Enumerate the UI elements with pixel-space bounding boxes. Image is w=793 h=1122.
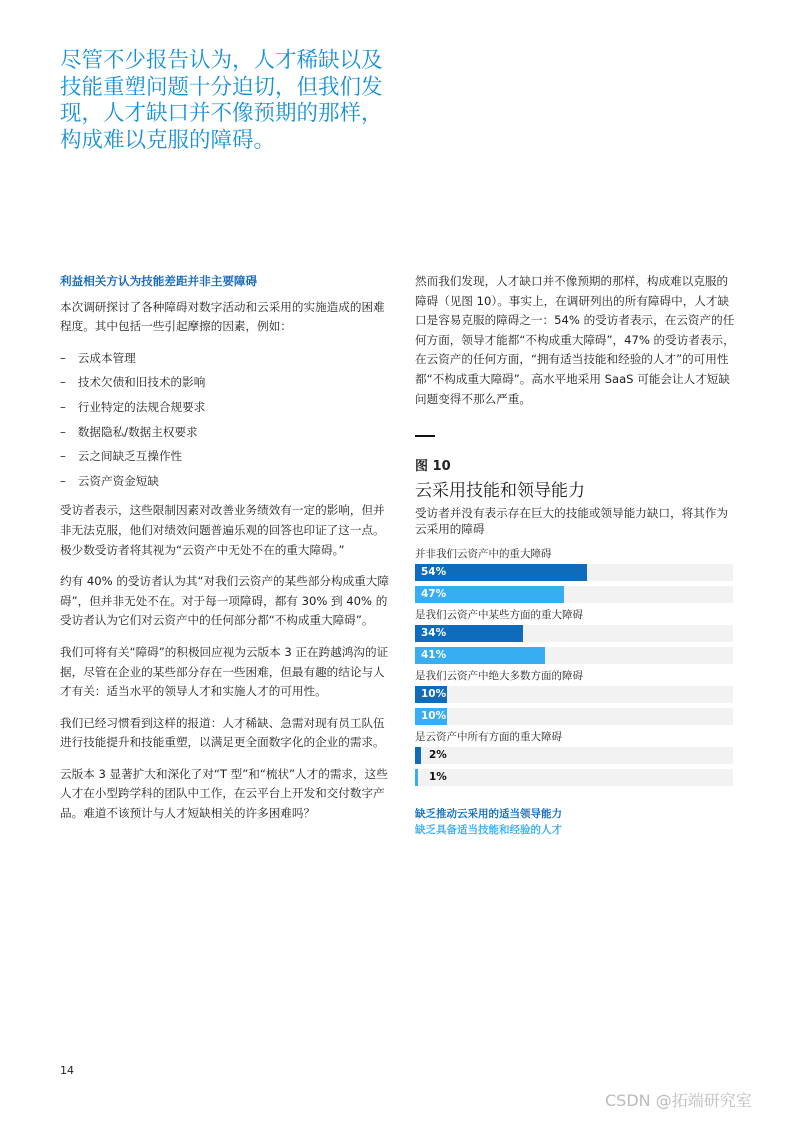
figure-label: 图 10 (415, 459, 451, 475)
pull-quote-headline: 尽管不少报告认为，人才稀缺以及技能重塑问题十分迫切，但我们发现，人才缺口并不像预期的那样，构成难以克服的障碍。 (60, 48, 383, 153)
bar (415, 747, 421, 764)
category-label: 是我们云资产中某些方面的重大障碍 (415, 608, 583, 621)
data-label: 54% (421, 565, 447, 578)
bar-track (415, 647, 733, 664)
category-label: 是云资产中所有方面的重大障碍 (415, 730, 562, 743)
data-label: 41% (421, 648, 447, 661)
intro-paragraph: 本次调研探讨了各种障碍对数字活动和云采用的实施造成的困难程度。其中包括一些引起摩擦的因素，例如： (60, 299, 385, 334)
list-item: – 云资产资金短缺 (60, 472, 396, 492)
list-item: – 行业特定的法规合规要求 (60, 398, 396, 418)
list-item: – 云之间缺乏互操作性 (60, 447, 396, 467)
barrier-list (60, 349, 396, 492)
figure-title: 云采用技能和领导能力 (415, 480, 585, 501)
page-number: 14 (60, 1064, 74, 1077)
category-label: 并非我们云资产中的重大障碍 (415, 547, 552, 560)
list-item: – 技术欠债和旧技术的影响 (60, 373, 396, 393)
bar-track (415, 625, 733, 642)
right-column (415, 272, 737, 838)
list-item: – 云成本管理 (60, 349, 396, 369)
bar-track (415, 747, 733, 764)
body-paragraph: 我们已经习惯看到这样的报道：人才稀缺、急需对现有员工队伍进行技能提升和技能重塑，以满足更全面数字化的企业的需求。 (60, 715, 385, 750)
bar (415, 769, 418, 786)
data-label: 10% (421, 709, 447, 722)
watermark: CSDN @拓端研究室 (605, 1091, 752, 1110)
list-item: – 数据隐私/数据主权要求 (60, 423, 396, 443)
section-title: 利益相关方认为技能差距并非主要障碍 (60, 274, 258, 288)
data-label: 34% (421, 626, 447, 639)
figure-divider (415, 435, 435, 437)
left-column (60, 272, 396, 836)
category-label: 是我们云资产中绝大多数方面的障碍 (415, 669, 583, 682)
legend-item-leadership: 缺乏推动云采用的适当领导能力 (415, 807, 562, 820)
data-label: 10% (421, 687, 447, 700)
chart-legend (415, 806, 737, 838)
data-label: 47% (421, 587, 447, 600)
bar-track (415, 564, 733, 581)
bar-track (415, 708, 733, 725)
bar-track (415, 686, 733, 703)
legend-item-talent: 缺乏具备适当技能和经验的人才 (415, 823, 562, 836)
data-label: 1% (429, 770, 447, 783)
body-paragraph: 然而我们发现，人才缺口并不像预期的那样，构成难以克服的障碍（见图 10）。事实上，在调研列出的所有障碍中，人才缺口是容易克服的障碍之一：54% 的受访者表示，在云资产的任何方面，领导才能都“不构成重大障碍”，47% 的受访者表示，在云资产的任何方面，“拥有适当技能和经验的人才”的可用性都“不构成重大障碍”。高水平地采用 SaaS 可能会让人才短缺问题变得不那么严重。 (415, 274, 735, 406)
figure-subtitle: 受访者并没有表示存在巨大的技能或领导能力缺口，将其作为云采用的障碍 (415, 505, 729, 536)
bar-chart (415, 547, 737, 786)
body-paragraph: 我们可将有关“障碍”的积极回应视为云版本 3 正在跨越鸿沟的证据，尽管在企业的某些部分存在一些困难，但最有趣的结论与人才有关：适当水平的领导人才和实施人才的可用性。 (60, 644, 389, 699)
body-paragraph: 约有 40% 的受访者认为其“对我们云资产的某些部分构成重大障碍”，但并非无处不在。对于每一项障碍，都有 30% 到 40% 的受访者认为它们对云资产中的任何部分都“不构成重大障碍”。 (60, 574, 389, 628)
bar-track (415, 586, 733, 603)
body-paragraph: 受访者表示，这些限制因素对改善业务绩效有一定的影响，但并非无法克服，他们对绩效问题普遍乐观的回答也印证了这一点。极少数受访者将其视为“云资产中无处不在的重大障碍。” (60, 503, 385, 557)
data-label: 2% (429, 748, 447, 761)
bar-track (415, 769, 733, 786)
body-paragraph: 云版本 3 显著扩大和深化了对“T 型”和“梳状”人才的需求，这些人才在小型跨学科的团队中工作，在云平台上开发和交付数字产品。难道不该预计与人才短缺相关的许多困难吗？ (60, 766, 388, 821)
